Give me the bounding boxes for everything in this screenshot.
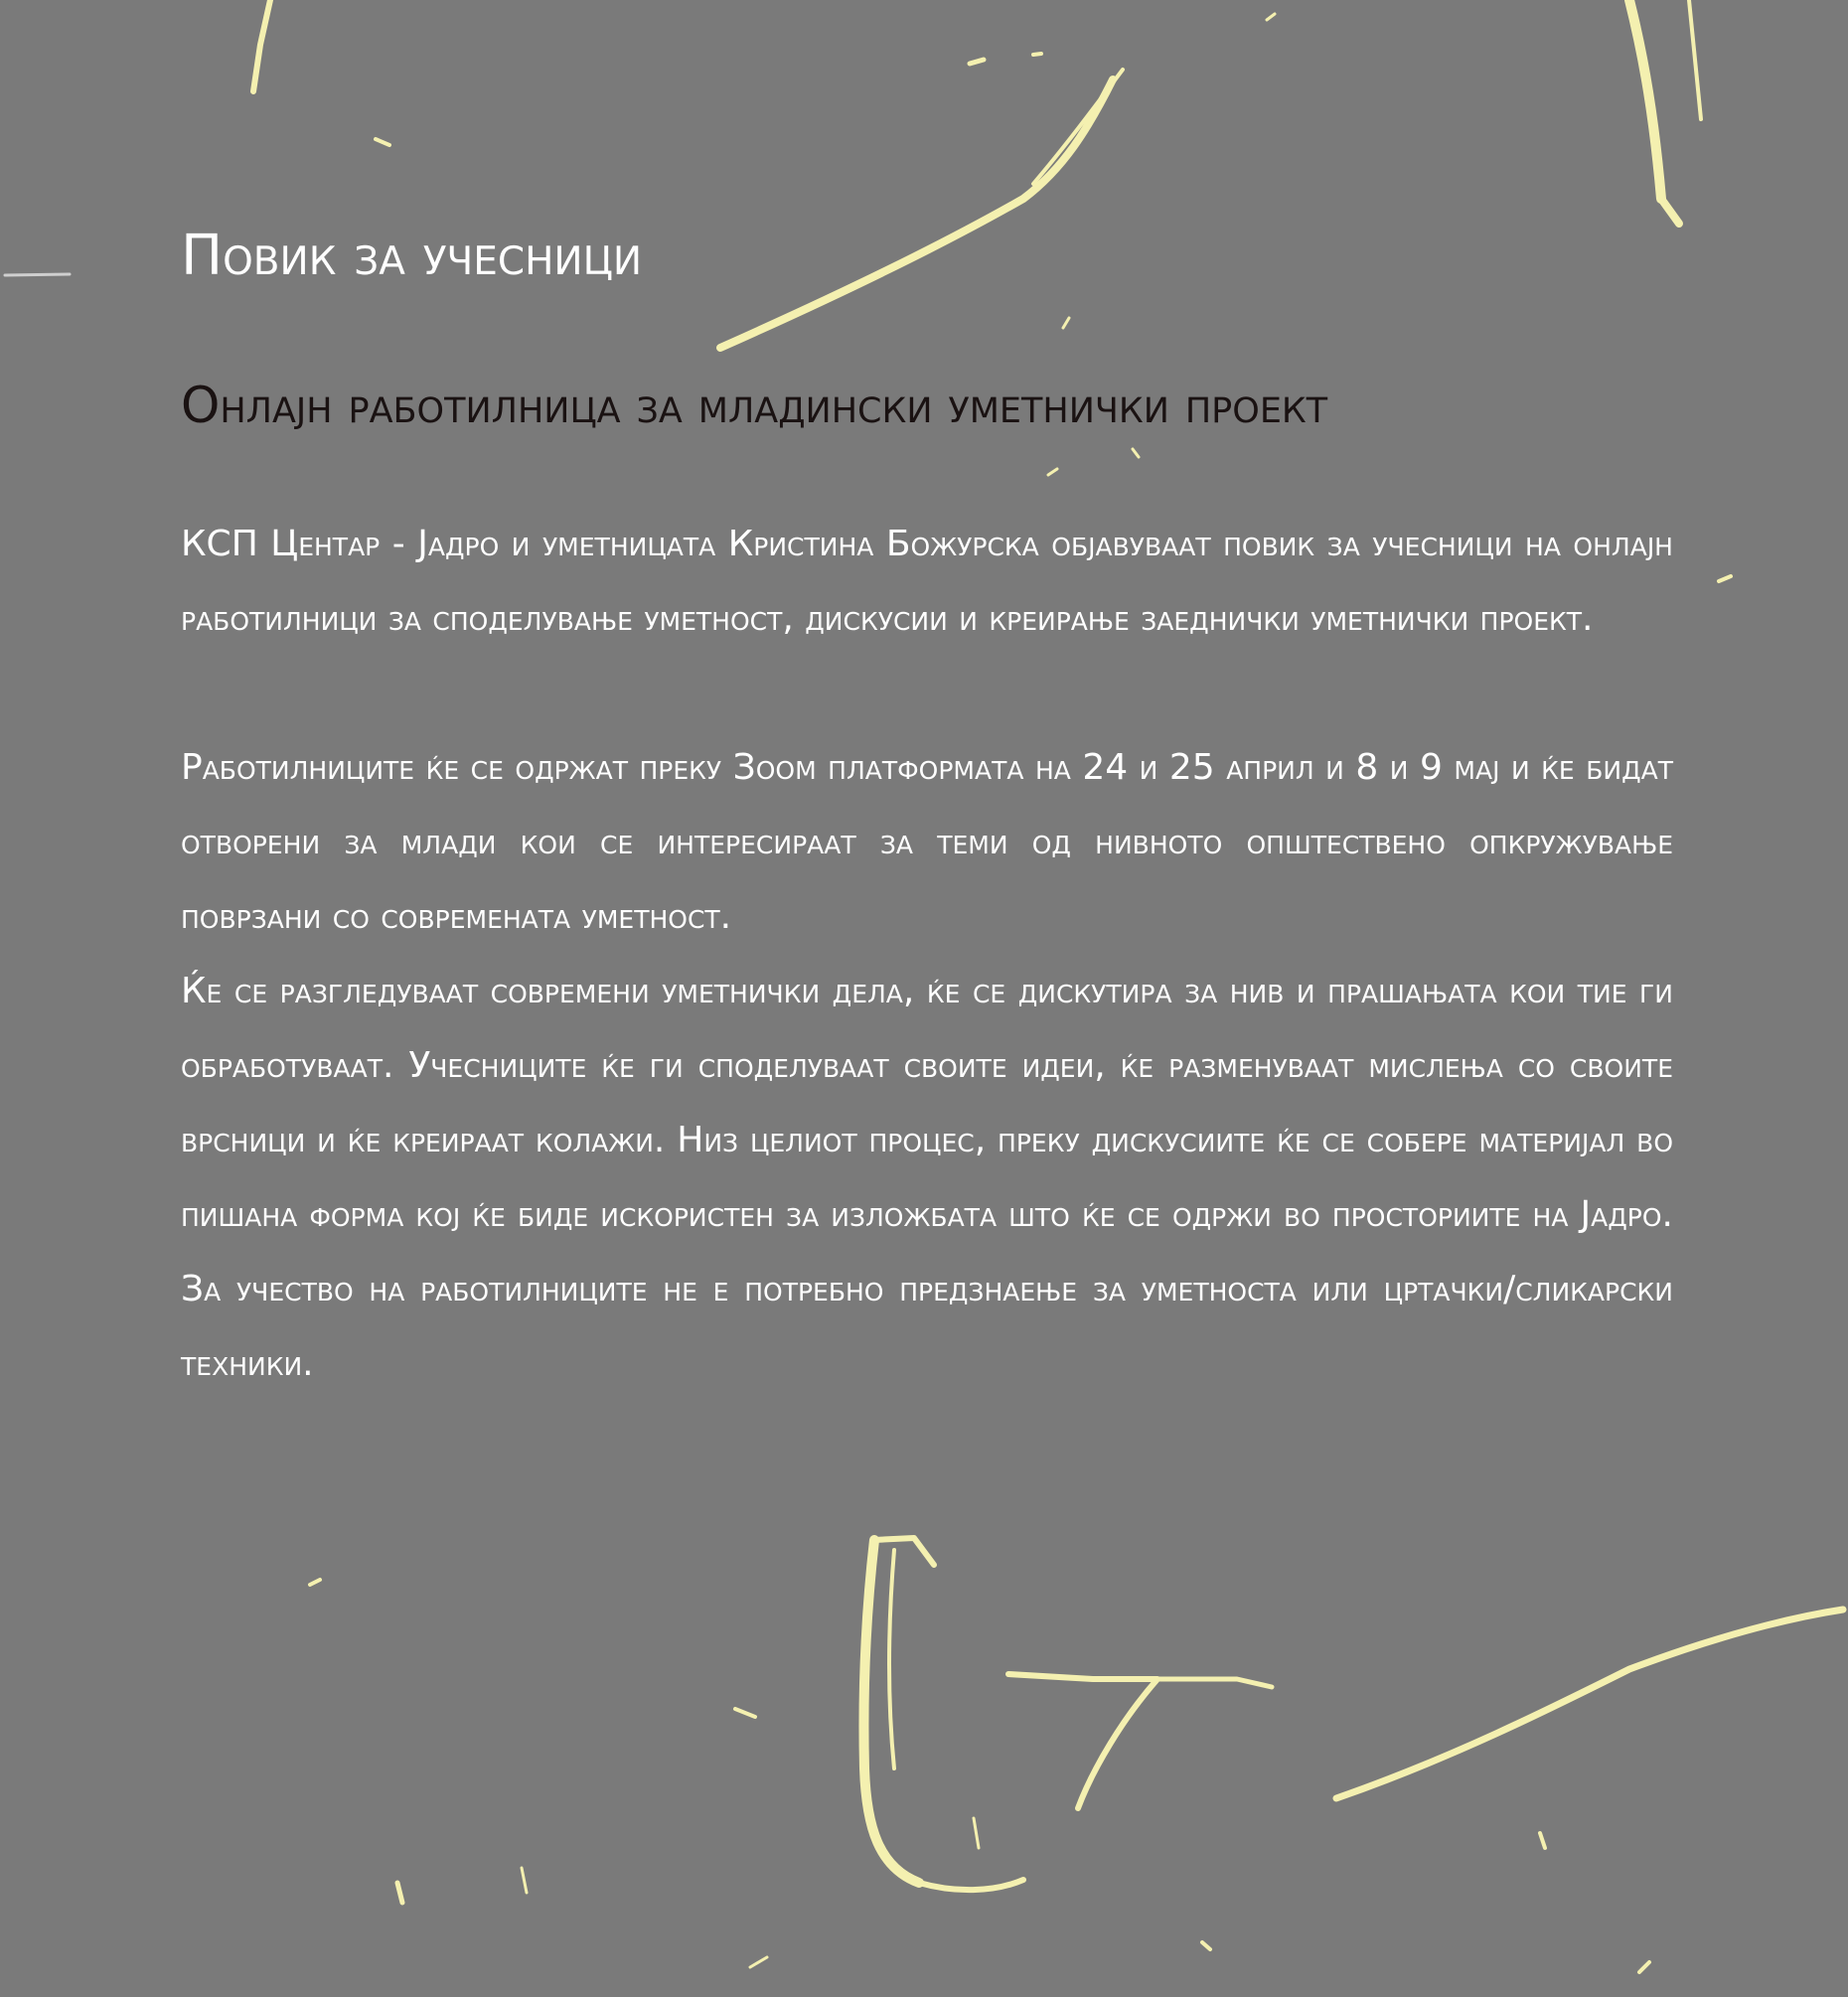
page-subtitle: Онлајн работилница за младински уметнички проект	[181, 377, 1328, 434]
intro-paragraph: КСП Центар - Јадро и уметницата Кристина Божурска објавуваат повик за учесници на онлајн работилници за споделување уметност, дискусии и креирање заеднички уметнички проект.	[181, 524, 1673, 639]
page-title: Повик за учесници	[181, 224, 643, 288]
announcement-content	[181, 217, 1673, 1401]
schedule-paragraph: Работилниците ќе се одржат преку Зоом платформата на 24 и 25 април и 8 и 9 мај и ќе бидат отворени за млади кои се интересираат за теми од нивното општествено опкружување поврзани со современата уметност.	[181, 747, 1673, 937]
details-paragraph: Ќе се разгледуваат современи уметнички дела, ќе се дискутира за нив и прашањата кои тие ги обработуваат. Учесниците ќе ги споделуваат своите идеи, ќе разменуваат мислења со своите врсници и ќе креираат колажи. Низ целиот процес, преку дискусиите ќе се собере материјал во пишана форма кој ќе биде искористен за изложбата што ќе се одржи во просториите на Јадро. За учество на работилниците не е потребно предзнаење за уметноста или цртачки/сликарски техники.	[181, 971, 1673, 1384]
